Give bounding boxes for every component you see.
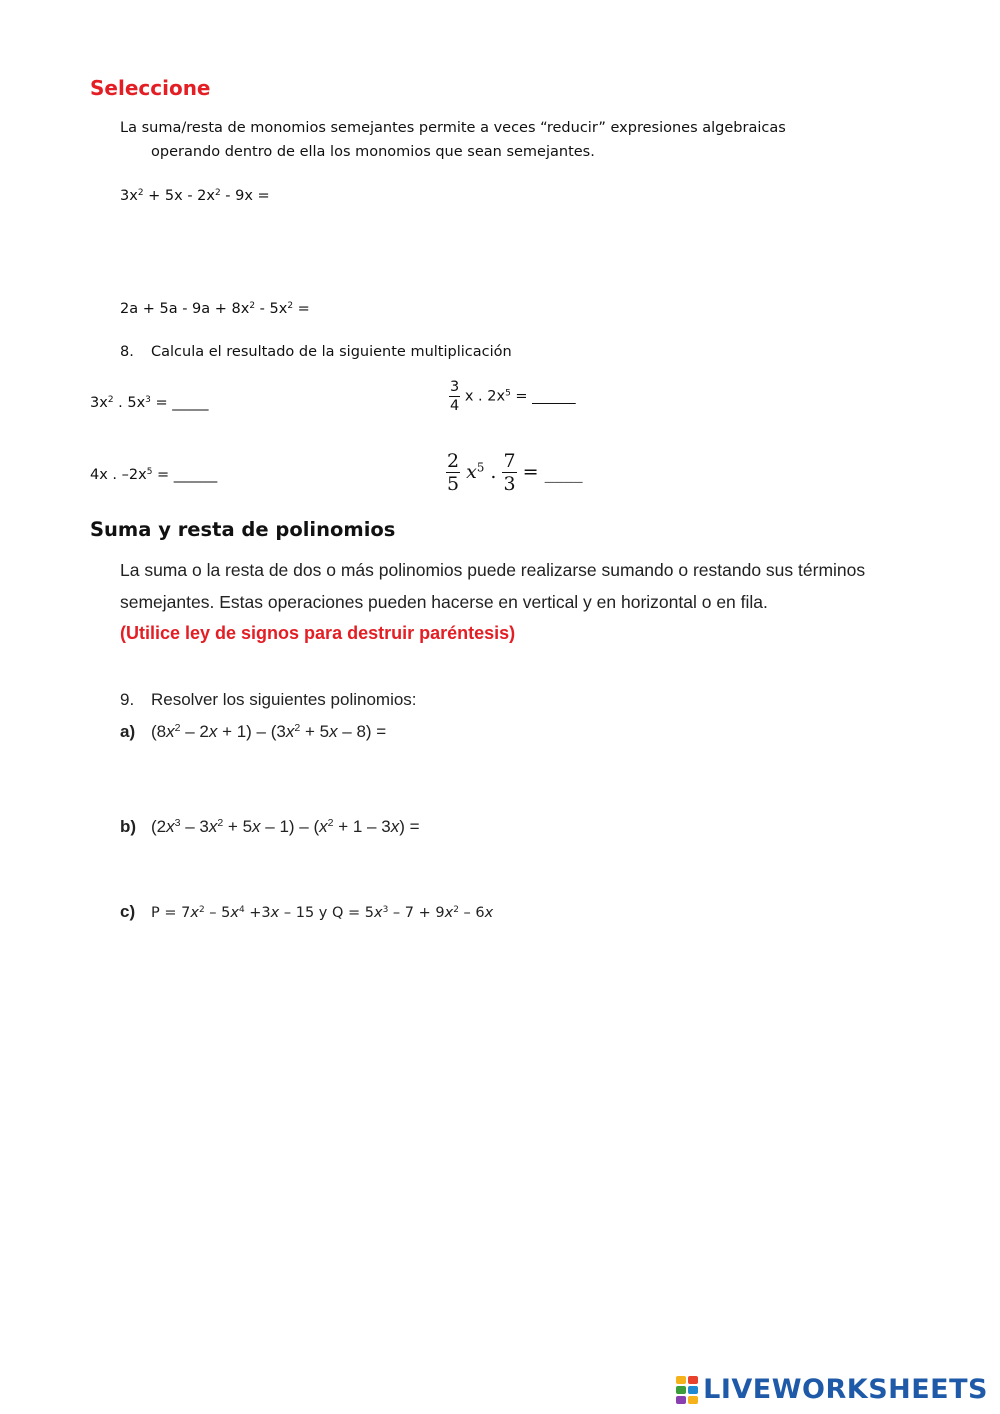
intro-paragraph-line1: La suma o la resta de dos o más polinomios puede realizarse sumando o restando sus términos [120, 560, 866, 580]
question-8-number: 8. [120, 344, 134, 360]
question-7-expression-2: $2a + 5a - 9a + 8x^2 - 5x^2$ = [120, 301, 310, 317]
logo-text: LIVEWORKSHEETS [703, 1374, 988, 1405]
section-title-seleccione: Seleccione [90, 76, 211, 100]
question-7-line1: La suma/resta de monomios semejantes permite a veces “reducir” expresiones algebraicas [120, 120, 786, 136]
question-9-item-b [120, 817, 420, 837]
question-8-expression-b: $\frac{3}{4}$ x . $2x^5$ = ______ [450, 379, 576, 414]
intro-paragraph-line2: semejantes. Estas operaciones pueden hacerse en vertical y en horizontal o en fila. [120, 592, 768, 612]
question-7-line2: operando dentro de ella los monomios que sean semejantes. [151, 144, 595, 160]
signs-rule-note: (Utilice ley de signos para destruir paréntesis) [120, 623, 516, 643]
item-c-expression: $P = 7x^2 - 5x^4 +3x - 15$ y $Q = 5x^3 - 7 + 9x^2 - 6x$ [151, 905, 494, 921]
question-7-expression-1: $3x^2 + 5x - 2x^2 - 9x$ = [120, 188, 270, 204]
question-9-text: 9. Resolver los siguientes polinomios: [120, 690, 417, 709]
question-8-expression-d: $\frac{2}{5}$ $x^5$ . $\frac{7}{3}$ = ____ [447, 450, 583, 495]
section-title-suma-resta: Suma y resta de polinomios [90, 518, 396, 541]
item-b-label: b) [120, 817, 137, 836]
liveworksheets-logo [676, 1374, 988, 1405]
question-9-item-a [120, 722, 386, 742]
item-c-label: c) [120, 902, 136, 921]
item-a-label: a) [120, 722, 136, 741]
logo-grid-icon [676, 1376, 698, 1404]
item-a-expression: $(8x^2 - 2x + 1) - (3x^2 + 5x - 8)$ = [151, 722, 387, 741]
item-b-expression: $(2x^3 - 3x^2 + 5x - 1) - (x^2 + 1 - 3x)$ = [151, 817, 420, 836]
question-8-text: 8. Calcula el resultado de la siguiente multiplicación [120, 344, 512, 360]
question-9-number: 9. [120, 690, 135, 709]
question-8-expression-a: $3x^2$ . $5x^3$ = _____ [90, 395, 209, 411]
question-9-item-c [120, 902, 493, 922]
question-8-expression-c: 4x . $-2x^5$ = ______ [90, 467, 218, 483]
